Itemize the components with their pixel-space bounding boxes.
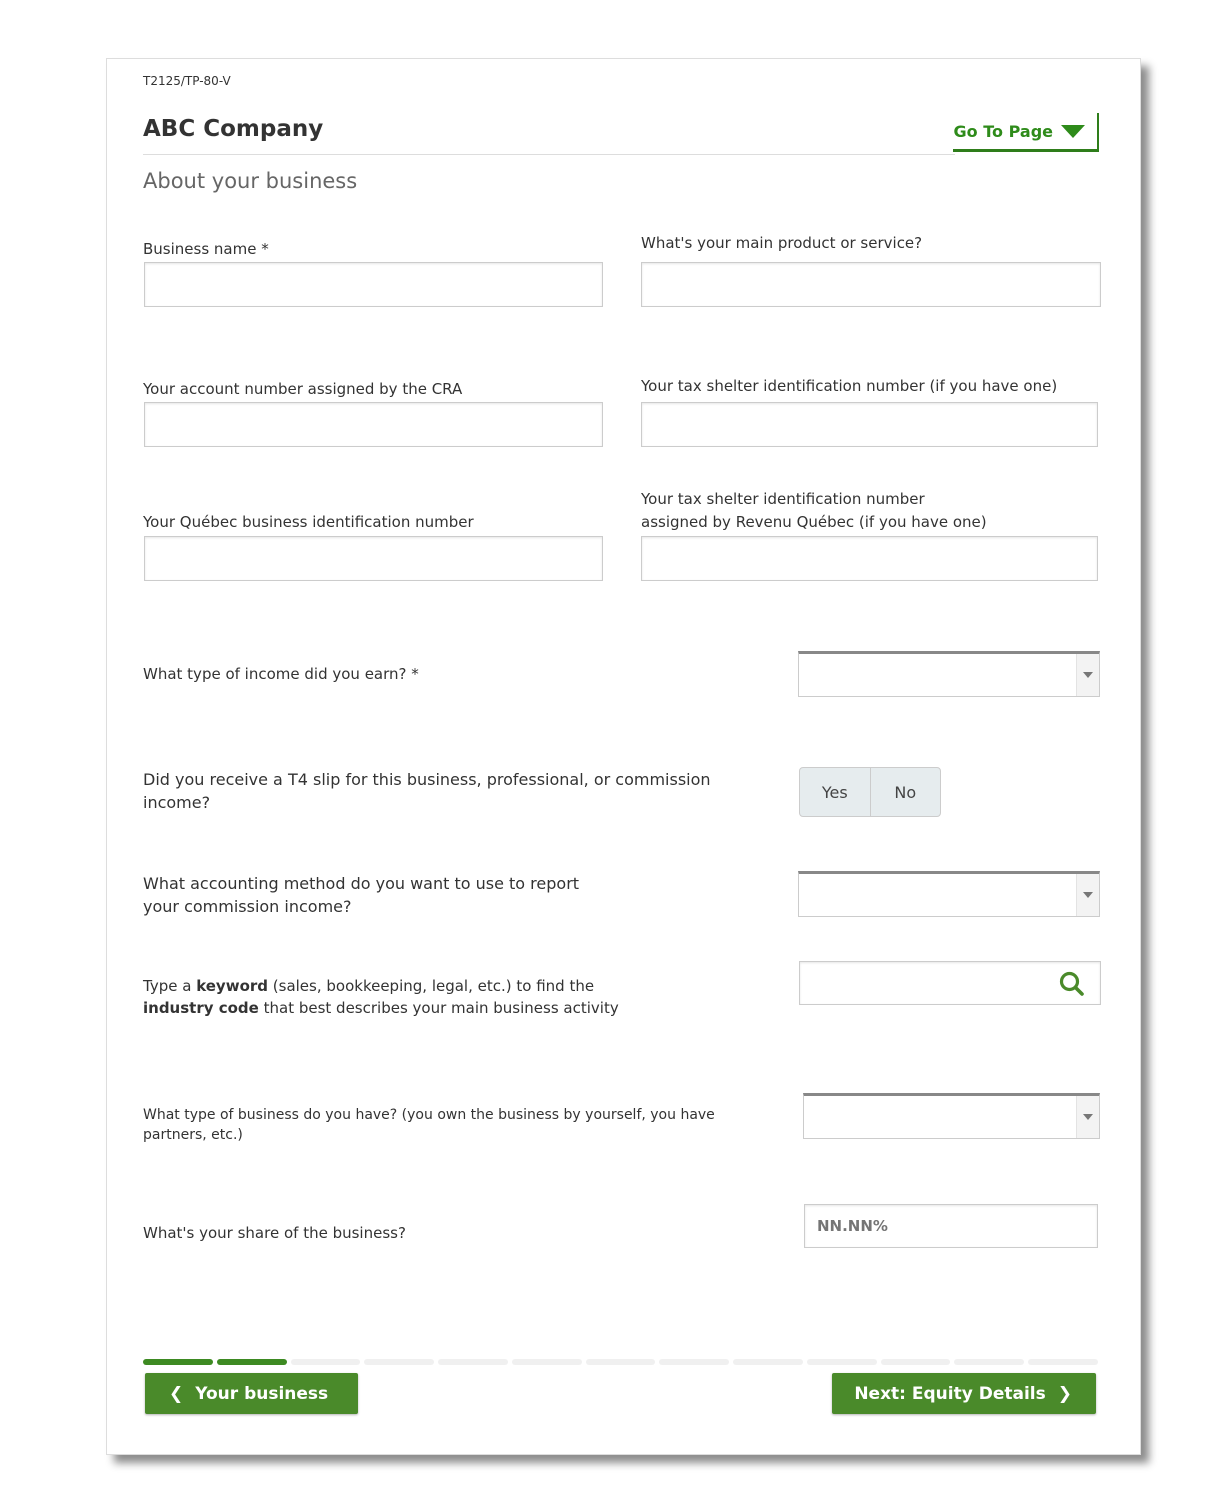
- page-title: ABC Company: [143, 116, 324, 142]
- industry-label-text: Type a: [143, 977, 197, 995]
- industry-label-text: that best describes your main business activity: [258, 999, 619, 1017]
- go-to-page-label: Go To Page: [953, 121, 1053, 141]
- back-button-label: Your business: [195, 1383, 329, 1404]
- t4-slip-label: Did you receive a T4 slip for this business, professional, or commission income?: [143, 770, 711, 812]
- progress-segment: [364, 1359, 434, 1365]
- dropdown-arrow-icon: [1076, 1096, 1099, 1138]
- progress-segment: [733, 1359, 803, 1365]
- cra-account-label: Your account number assigned by the CRA: [143, 380, 463, 398]
- tax-shelter-rq-label: [641, 488, 987, 534]
- tax-shelter-label: Your tax shelter identification number (if you have one): [641, 377, 1058, 395]
- accounting-method-label: [143, 872, 579, 918]
- industry-code-bold: industry code: [143, 999, 259, 1017]
- income-type-label: What type of income did you earn? *: [143, 665, 419, 683]
- industry-label: [143, 975, 763, 1019]
- progress-segment: [291, 1359, 361, 1365]
- section-title: About your business: [143, 169, 358, 193]
- industry-label-text: (sales, bookkeeping, legal, etc.) to find the: [268, 977, 595, 995]
- industry-search-input[interactable]: [799, 961, 1101, 1005]
- tax-shelter-input[interactable]: [641, 402, 1098, 447]
- quebec-id-input[interactable]: [144, 536, 603, 581]
- progress-segment: [881, 1359, 951, 1365]
- t4-slip-toggle: [799, 767, 941, 817]
- share-input[interactable]: [804, 1204, 1098, 1248]
- triangle-down-icon: [1061, 125, 1085, 138]
- tax-shelter-rq-label-line2: assigned by Revenu Québec (if you have one): [641, 513, 987, 531]
- go-to-page-button[interactable]: [953, 113, 1099, 152]
- form-code: T2125/TP-80-V: [143, 74, 231, 88]
- next-button[interactable]: [832, 1373, 1096, 1414]
- progress-segment: [586, 1359, 656, 1365]
- accounting-method-select[interactable]: [798, 871, 1100, 917]
- yes-button[interactable]: Yes: [821, 782, 848, 802]
- progress-segment: [659, 1359, 729, 1365]
- search-icon[interactable]: [1059, 971, 1085, 997]
- chevron-right-icon: ❯: [1057, 1383, 1072, 1404]
- quebec-id-label: Your Québec business identification number: [143, 513, 474, 531]
- main-product-label: What's your main product or service?: [641, 234, 923, 252]
- progress-segment: [807, 1359, 877, 1365]
- keyword-bold: keyword: [196, 977, 269, 995]
- divider: [143, 154, 955, 155]
- income-type-select[interactable]: [798, 651, 1100, 697]
- accounting-method-label-line1: What accounting method do you want to use to report: [143, 874, 580, 893]
- cra-account-input[interactable]: [144, 402, 603, 447]
- main-product-input[interactable]: [641, 262, 1101, 307]
- business-type-label: What type of business do you have? (you own the business by yourself, you have partners, etc.): [143, 1107, 715, 1143]
- back-button[interactable]: [145, 1373, 358, 1414]
- progress-segment: [143, 1359, 213, 1365]
- chevron-left-icon: ❮: [169, 1383, 184, 1404]
- tax-shelter-rq-input[interactable]: [641, 536, 1098, 581]
- progress-segment: [217, 1359, 287, 1365]
- dropdown-arrow-icon: [1076, 654, 1099, 696]
- business-type-select[interactable]: [803, 1093, 1100, 1139]
- progress-bar: [143, 1359, 1098, 1365]
- tax-shelter-rq-label-line1: Your tax shelter identification number: [641, 490, 925, 508]
- progress-segment: [954, 1359, 1024, 1365]
- progress-segment: [512, 1359, 582, 1365]
- progress-segment: [438, 1359, 508, 1365]
- dropdown-arrow-icon: [1076, 874, 1099, 916]
- share-label: What's your share of the business?: [143, 1224, 406, 1242]
- no-button[interactable]: No: [870, 768, 941, 816]
- accounting-method-label-line2: your commission income?: [143, 897, 352, 916]
- progress-segment: [1028, 1359, 1098, 1365]
- business-name-label: Business name *: [143, 240, 269, 258]
- next-button-label: Next: Equity Details: [854, 1383, 1046, 1404]
- business-name-input[interactable]: [144, 262, 603, 307]
